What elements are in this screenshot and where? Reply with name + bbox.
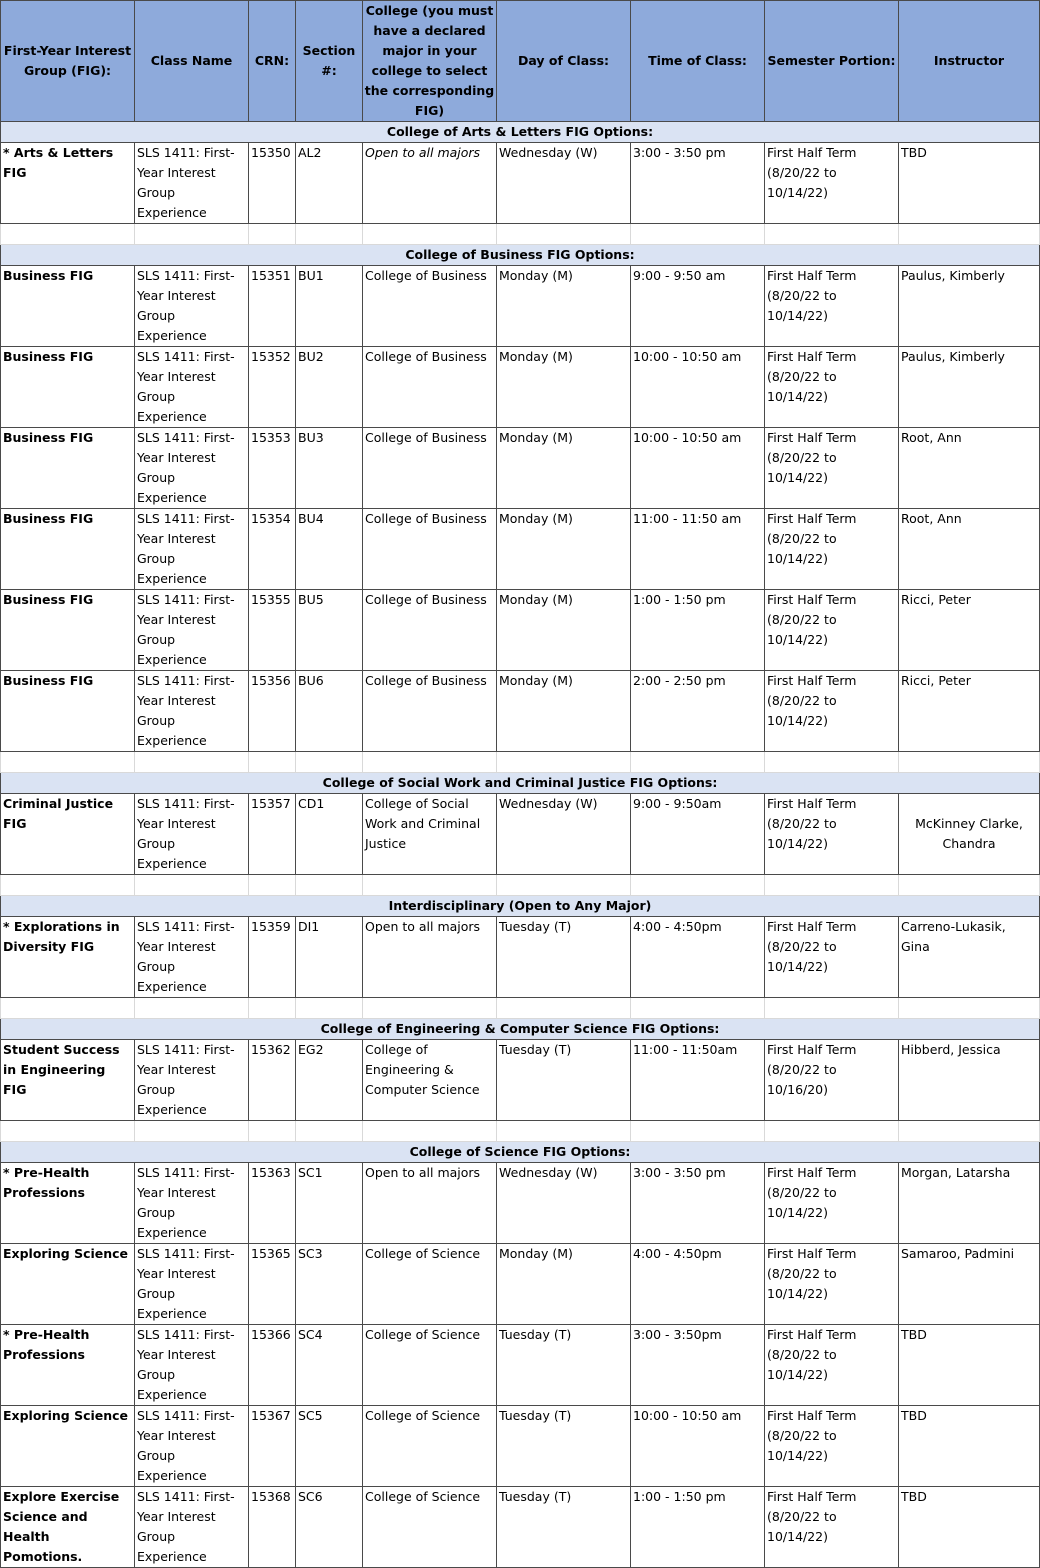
semester-portion-cell: First Half Term (8/20/22 to 10/14/22) — [765, 794, 899, 875]
semester-portion-cell: First Half Term (8/20/22 to 10/14/22) — [765, 671, 899, 752]
spacer-cell — [899, 998, 1040, 1019]
spacer-cell — [765, 752, 899, 773]
table-row — [1, 143, 1040, 224]
section-cell: BU5 — [296, 590, 363, 671]
table-row — [1, 794, 1040, 875]
instructor-cell: Paulus, Kimberly — [899, 266, 1040, 347]
header-semester-portion: Semester Portion: — [765, 1, 899, 122]
time-cell: 9:00 - 9:50 am — [631, 266, 765, 347]
fig-cell: Explore Exercise Science and Health Pomotions. — [1, 1487, 135, 1568]
instructor-cell: TBD — [899, 1487, 1040, 1568]
time-cell: 10:00 - 10:50 am — [631, 1406, 765, 1487]
section-cell: AL2 — [296, 143, 363, 224]
day-cell: Tuesday (T) — [497, 1040, 631, 1121]
crn-cell: 15362 — [249, 1040, 296, 1121]
spacer-cell — [497, 998, 631, 1019]
table-row — [1, 590, 1040, 671]
spacer-cell — [296, 1121, 363, 1142]
time-cell: 3:00 - 3:50pm — [631, 1325, 765, 1406]
spacer-row — [1, 224, 1040, 245]
table-row — [1, 428, 1040, 509]
college-cell: College of Business — [363, 428, 497, 509]
day-cell: Monday (M) — [497, 509, 631, 590]
fig-cell: Exploring Science — [1, 1244, 135, 1325]
section-cell: BU6 — [296, 671, 363, 752]
fig-cell: Business FIG — [1, 509, 135, 590]
day-cell: Wednesday (W) — [497, 143, 631, 224]
table-row — [1, 1487, 1040, 1568]
college-cell: College of Science — [363, 1406, 497, 1487]
time-cell: 1:00 - 1:50 pm — [631, 1487, 765, 1568]
spacer-cell — [765, 224, 899, 245]
semester-portion-cell: First Half Term (8/20/22 to 10/14/22) — [765, 590, 899, 671]
spacer-cell — [1, 224, 135, 245]
class-name-cell: SLS 1411: First-Year Interest Group Experience — [135, 1163, 249, 1244]
crn-cell: 15367 — [249, 1406, 296, 1487]
spacer-cell — [363, 998, 497, 1019]
header-fig: First-Year Interest Group (FIG): — [1, 1, 135, 122]
spacer-cell — [497, 1121, 631, 1142]
semester-portion-cell: First Half Term (8/20/22 to 10/14/22) — [765, 1325, 899, 1406]
crn-cell: 15351 — [249, 266, 296, 347]
spacer-cell — [899, 224, 1040, 245]
time-cell: 2:00 - 2:50 pm — [631, 671, 765, 752]
crn-cell: 15352 — [249, 347, 296, 428]
table-body — [1, 122, 1040, 1568]
instructor-cell: Ricci, Peter — [899, 590, 1040, 671]
spacer-cell — [765, 875, 899, 896]
semester-portion-cell: First Half Term (8/20/22 to 10/16/20) — [765, 1040, 899, 1121]
day-cell: Monday (M) — [497, 428, 631, 509]
table-row — [1, 347, 1040, 428]
fig-cell: * Pre-Health Professions — [1, 1325, 135, 1406]
fig-cell: Business FIG — [1, 671, 135, 752]
spacer-cell — [631, 1121, 765, 1142]
class-name-cell: SLS 1411: First-Year Interest Group Experience — [135, 1487, 249, 1568]
fig-cell: Criminal Justice FIG — [1, 794, 135, 875]
table-row — [1, 1325, 1040, 1406]
spacer-cell — [249, 224, 296, 245]
section-cell: SC4 — [296, 1325, 363, 1406]
section-title: College of Science FIG Options: — [1, 1142, 1040, 1163]
spacer-cell — [249, 875, 296, 896]
table-row — [1, 917, 1040, 998]
section-cell: SC5 — [296, 1406, 363, 1487]
spacer-cell — [135, 998, 249, 1019]
spacer-cell — [631, 224, 765, 245]
class-name-cell: SLS 1411: First-Year Interest Group Experience — [135, 1040, 249, 1121]
instructor-cell: Samaroo, Padmini — [899, 1244, 1040, 1325]
spacer-cell — [249, 752, 296, 773]
semester-portion-cell: First Half Term (8/20/22 to 10/14/22) — [765, 917, 899, 998]
time-cell: 3:00 - 3:50 pm — [631, 143, 765, 224]
class-name-cell: SLS 1411: First-Year Interest Group Experience — [135, 509, 249, 590]
semester-portion-cell: First Half Term (8/20/22 to 10/14/22) — [765, 428, 899, 509]
crn-cell: 15354 — [249, 509, 296, 590]
section-cell: SC3 — [296, 1244, 363, 1325]
fig-cell: Student Success in Engineering FIG — [1, 1040, 135, 1121]
spacer-cell — [363, 875, 497, 896]
semester-portion-cell: First Half Term (8/20/22 to 10/14/22) — [765, 143, 899, 224]
instructor-cell: TBD — [899, 143, 1040, 224]
college-cell: College of Science — [363, 1325, 497, 1406]
semester-portion-cell: First Half Term (8/20/22 to 10/14/22) — [765, 1163, 899, 1244]
class-name-cell: SLS 1411: First-Year Interest Group Experience — [135, 1325, 249, 1406]
day-cell: Monday (M) — [497, 347, 631, 428]
spacer-cell — [135, 224, 249, 245]
class-name-cell: SLS 1411: First-Year Interest Group Experience — [135, 347, 249, 428]
class-name-cell: SLS 1411: First-Year Interest Group Experience — [135, 1406, 249, 1487]
header-instructor: Instructor — [899, 1, 1040, 122]
instructor-cell: Root, Ann — [899, 509, 1040, 590]
class-name-cell: SLS 1411: First-Year Interest Group Experience — [135, 590, 249, 671]
spacer-row — [1, 752, 1040, 773]
table-row — [1, 671, 1040, 752]
day-cell: Tuesday (T) — [497, 1325, 631, 1406]
crn-cell: 15366 — [249, 1325, 296, 1406]
college-cell: Open to all majors — [363, 1163, 497, 1244]
day-cell: Wednesday (W) — [497, 1163, 631, 1244]
spacer-cell — [363, 1121, 497, 1142]
college-cell: College of Science — [363, 1244, 497, 1325]
fig-cell: Business FIG — [1, 347, 135, 428]
section-cell: CD1 — [296, 794, 363, 875]
spacer-cell — [497, 875, 631, 896]
spacer-cell — [899, 752, 1040, 773]
college-cell: College of Engineering & Computer Science — [363, 1040, 497, 1121]
college-cell: College of Business — [363, 266, 497, 347]
time-cell: 9:00 - 9:50am — [631, 794, 765, 875]
college-cell: College of Science — [363, 1487, 497, 1568]
semester-portion-cell: First Half Term (8/20/22 to 10/14/22) — [765, 266, 899, 347]
fig-cell: Business FIG — [1, 266, 135, 347]
spacer-cell — [296, 224, 363, 245]
crn-cell: 15353 — [249, 428, 296, 509]
instructor-cell: TBD — [899, 1325, 1040, 1406]
section-cell: BU3 — [296, 428, 363, 509]
time-cell: 10:00 - 10:50 am — [631, 428, 765, 509]
table-row — [1, 1163, 1040, 1244]
class-name-cell: SLS 1411: First-Year Interest Group Experience — [135, 1244, 249, 1325]
class-name-cell: SLS 1411: First-Year Interest Group Experience — [135, 671, 249, 752]
spacer-cell — [631, 752, 765, 773]
day-cell: Monday (M) — [497, 1244, 631, 1325]
header-college: College (you must have a declared major in your college to select the corresponding FIG) — [363, 1, 497, 122]
section-header-row — [1, 1019, 1040, 1040]
spacer-cell — [497, 224, 631, 245]
crn-cell: 15357 — [249, 794, 296, 875]
spacer-cell — [899, 1121, 1040, 1142]
section-title: College of Engineering & Computer Science FIG Options: — [1, 1019, 1040, 1040]
spacer-cell — [1, 1121, 135, 1142]
spacer-cell — [497, 752, 631, 773]
spacer-row — [1, 1121, 1040, 1142]
day-cell: Wednesday (W) — [497, 794, 631, 875]
class-name-cell: SLS 1411: First-Year Interest Group Experience — [135, 266, 249, 347]
section-cell: SC1 — [296, 1163, 363, 1244]
semester-portion-cell: First Half Term (8/20/22 to 10/14/22) — [765, 347, 899, 428]
spacer-cell — [135, 875, 249, 896]
section-header-row — [1, 122, 1040, 143]
semester-portion-cell: First Half Term (8/20/22 to 10/14/22) — [765, 1406, 899, 1487]
section-header-row — [1, 896, 1040, 917]
crn-cell: 15365 — [249, 1244, 296, 1325]
header-class-name: Class Name — [135, 1, 249, 122]
section-cell: BU2 — [296, 347, 363, 428]
spacer-cell — [135, 1121, 249, 1142]
fig-cell: Business FIG — [1, 428, 135, 509]
section-header-row — [1, 773, 1040, 794]
spacer-cell — [296, 998, 363, 1019]
table-row — [1, 266, 1040, 347]
spacer-cell — [296, 752, 363, 773]
section-cell: BU1 — [296, 266, 363, 347]
table-row — [1, 1040, 1040, 1121]
spacer-cell — [249, 998, 296, 1019]
instructor-cell: Carreno-Lukasik, Gina — [899, 917, 1040, 998]
college-cell: Open to all majors — [363, 917, 497, 998]
instructor-cell: TBD — [899, 1406, 1040, 1487]
time-cell: 11:00 - 11:50am — [631, 1040, 765, 1121]
spacer-cell — [899, 875, 1040, 896]
spacer-cell — [1, 752, 135, 773]
college-cell: Open to all majors — [363, 143, 497, 224]
header-section: Section #: — [296, 1, 363, 122]
section-title: Interdisciplinary (Open to Any Major) — [1, 896, 1040, 917]
table-row — [1, 1244, 1040, 1325]
crn-cell: 15356 — [249, 671, 296, 752]
instructor-cell: Morgan, Latarsha — [899, 1163, 1040, 1244]
header-day: Day of Class: — [497, 1, 631, 122]
semester-portion-cell: First Half Term (8/20/22 to 10/14/22) — [765, 509, 899, 590]
spacer-cell — [765, 1121, 899, 1142]
spacer-cell — [296, 875, 363, 896]
spacer-row — [1, 998, 1040, 1019]
spacer-cell — [363, 224, 497, 245]
section-cell: EG2 — [296, 1040, 363, 1121]
class-name-cell: SLS 1411: First-Year Interest Group Experience — [135, 794, 249, 875]
day-cell: Monday (M) — [497, 266, 631, 347]
crn-cell: 15368 — [249, 1487, 296, 1568]
college-cell: College of Business — [363, 347, 497, 428]
time-cell: 3:00 - 3:50 pm — [631, 1163, 765, 1244]
header-time: Time of Class: — [631, 1, 765, 122]
instructor-cell: McKinney Clarke, Chandra — [899, 794, 1040, 875]
college-cell: College of Business — [363, 590, 497, 671]
spacer-cell — [249, 1121, 296, 1142]
fig-cell: * Arts & Letters FIG — [1, 143, 135, 224]
time-cell: 4:00 - 4:50pm — [631, 917, 765, 998]
table-row — [1, 509, 1040, 590]
spacer-cell — [1, 998, 135, 1019]
section-header-row — [1, 245, 1040, 266]
time-cell: 11:00 - 11:50 am — [631, 509, 765, 590]
section-cell: BU4 — [296, 509, 363, 590]
spacer-cell — [631, 875, 765, 896]
day-cell: Tuesday (T) — [497, 1406, 631, 1487]
section-title: College of Business FIG Options: — [1, 245, 1040, 266]
day-cell: Tuesday (T) — [497, 917, 631, 998]
header-row — [1, 1, 1040, 122]
day-cell: Monday (M) — [497, 671, 631, 752]
time-cell: 1:00 - 1:50 pm — [631, 590, 765, 671]
time-cell: 10:00 - 10:50 am — [631, 347, 765, 428]
spacer-cell — [631, 998, 765, 1019]
spacer-row — [1, 875, 1040, 896]
class-name-cell: SLS 1411: First-Year Interest Group Experience — [135, 143, 249, 224]
spacer-cell — [1, 875, 135, 896]
crn-cell: 15359 — [249, 917, 296, 998]
spacer-cell — [765, 998, 899, 1019]
instructor-cell: Paulus, Kimberly — [899, 347, 1040, 428]
day-cell: Tuesday (T) — [497, 1487, 631, 1568]
table-row — [1, 1406, 1040, 1487]
section-cell: DI1 — [296, 917, 363, 998]
semester-portion-cell: First Half Term (8/20/22 to 10/14/22) — [765, 1487, 899, 1568]
section-title: College of Arts & Letters FIG Options: — [1, 122, 1040, 143]
college-cell: College of Business — [363, 509, 497, 590]
instructor-cell: Root, Ann — [899, 428, 1040, 509]
college-cell: College of Business — [363, 671, 497, 752]
instructor-cell: Hibberd, Jessica — [899, 1040, 1040, 1121]
day-cell: Monday (M) — [497, 590, 631, 671]
spacer-cell — [363, 752, 497, 773]
section-cell: SC6 — [296, 1487, 363, 1568]
fig-cell: Business FIG — [1, 590, 135, 671]
time-cell: 4:00 - 4:50pm — [631, 1244, 765, 1325]
crn-cell: 15363 — [249, 1163, 296, 1244]
fig-cell: Exploring Science — [1, 1406, 135, 1487]
semester-portion-cell: First Half Term (8/20/22 to 10/14/22) — [765, 1244, 899, 1325]
header-crn: CRN: — [249, 1, 296, 122]
crn-cell: 15355 — [249, 590, 296, 671]
class-name-cell: SLS 1411: First-Year Interest Group Experience — [135, 917, 249, 998]
crn-cell: 15350 — [249, 143, 296, 224]
class-name-cell: SLS 1411: First-Year Interest Group Experience — [135, 428, 249, 509]
section-header-row — [1, 1142, 1040, 1163]
spacer-cell — [135, 752, 249, 773]
section-title: College of Social Work and Criminal Justice FIG Options: — [1, 773, 1040, 794]
fig-cell: * Explorations in Diversity FIG — [1, 917, 135, 998]
fig-cell: * Pre-Health Professions — [1, 1163, 135, 1244]
college-cell: College of Social Work and Criminal Justice — [363, 794, 497, 875]
instructor-cell: Ricci, Peter — [899, 671, 1040, 752]
